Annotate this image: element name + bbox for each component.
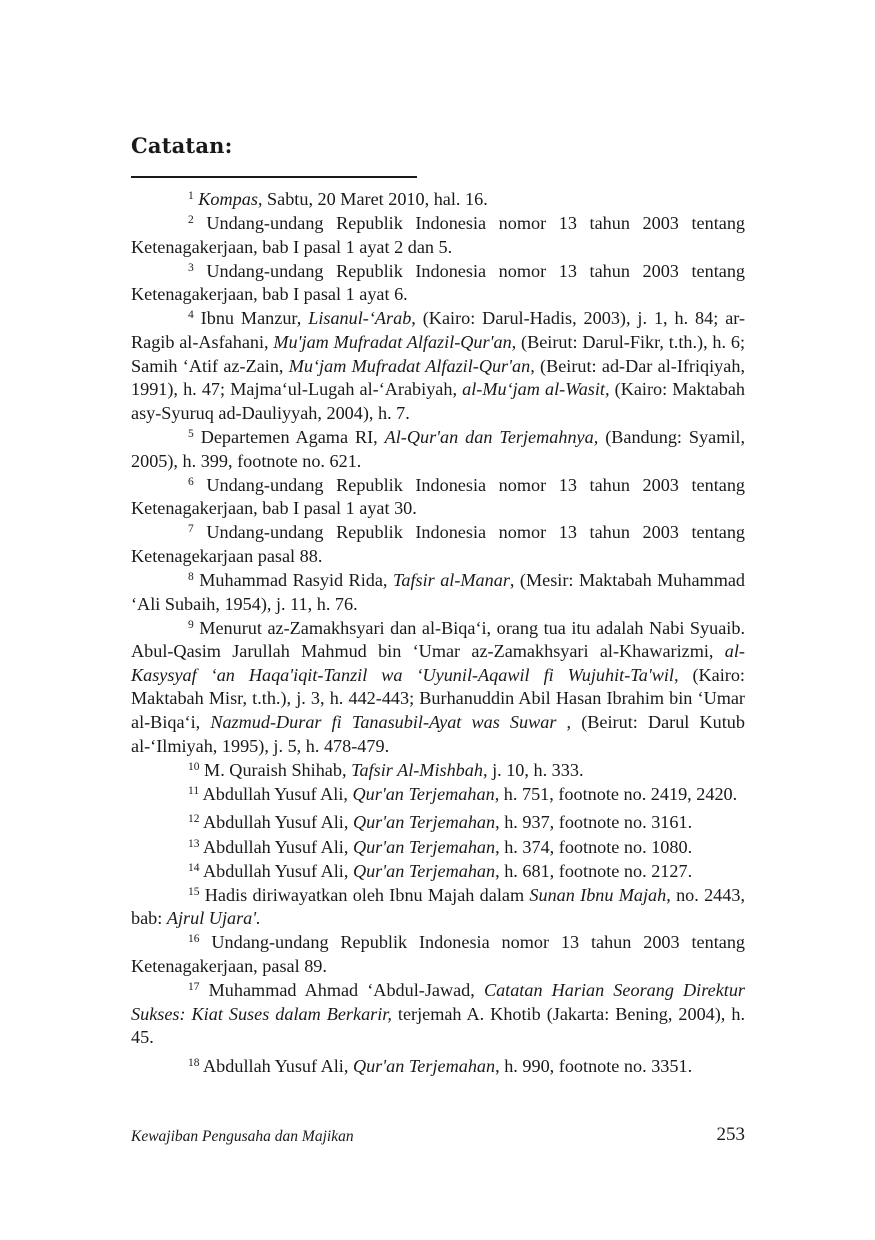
footnote-text: Abdullah Yusuf Ali, (203, 812, 353, 833)
footnote-14 (131, 860, 745, 884)
footnote-15 (131, 884, 745, 931)
footnote-text: Abdullah Yusuf Ali, (203, 860, 353, 881)
notes-heading: Catatan: (131, 133, 233, 158)
footnote-7 (131, 521, 745, 568)
footnote-text: , h. 937, footnote no. 3161. (495, 812, 693, 833)
footnote-text: Muhammad Rasyid Rida, (199, 570, 393, 590)
footnote-number: 1 (188, 190, 194, 202)
footnote-text: Undang-undang Republik Indonesia nomor 13 tahun 2003 tentang Ketenagakerjaan, bab I pasal 1 ayat 2 dan 5. (131, 213, 746, 257)
footnote-13 (131, 836, 745, 860)
footnote-1 (131, 188, 745, 212)
footnote-text: Hadis diriwayatkan oleh Ibnu Majah dalam (204, 884, 530, 905)
footnote-number: 2 (188, 214, 194, 227)
footnote-text: , (Beirut: Darul Kutub al-‘Ilmiyah, 1995), j. 5, h. 478-479. (131, 712, 745, 756)
page-number: 253 (716, 1124, 745, 1145)
footnote-number: 8 (188, 571, 194, 583)
footnote-number: 9 (188, 618, 194, 631)
footnote-italic-title: Tafsir Al-Mishbah (351, 759, 483, 780)
footnote-text: M. Quraish Shihab, (204, 759, 352, 780)
footnote-5 (131, 426, 745, 473)
footnote-11 (131, 783, 745, 807)
footnote-number: 13 (188, 837, 200, 850)
footnote-italic-title: Nazmud-Durar fi Tanasubil-Ayat was Suwar (210, 712, 557, 733)
footnote-text: (Bandung: Syamil, 2005), h. 399, footnote no. 621. (131, 426, 746, 471)
footnote-italic-title: Mu'jam Mufradat Alfazil-Qur'an, (273, 332, 517, 353)
footnote-text: Abdullah Yusuf Ali, (203, 836, 353, 857)
footnote-text: , j. 10, h. 333. (482, 759, 584, 780)
footnote-number: 16 (188, 933, 200, 946)
footnote-number: 18 (188, 1056, 200, 1069)
footnote-italic-title: Tafsir al-Manar (392, 570, 510, 590)
footnote-text: terjemah A. Khotib (Jakarta: Bening, 2004), h. 45. (131, 1003, 745, 1048)
footnote-number: 17 (188, 981, 200, 994)
footnote-number: 12 (188, 813, 200, 826)
footnotes-list (131, 188, 745, 1079)
footnote-italic-title: al-Kasysyaf ‘an Haqa'iqit-Tanzil wa ‘Uyunil-Aqawil fi Wujuhit-Ta'wil, (131, 641, 745, 685)
footnote-text: Abdullah Yusuf Ali, (202, 783, 353, 804)
footnote-number: 4 (188, 309, 194, 322)
footnote-text: , no. 2443, bab: (131, 884, 746, 929)
footnote-italic-title: Al-Qur'an dan Terjemahnya, (384, 426, 599, 447)
footnote-italic-title: Qur'an Terjemahan (352, 1055, 496, 1076)
footnote-16 (131, 931, 745, 978)
footnote-4 (131, 307, 745, 425)
footnote-italic-title: Lisanul-‘Arab (308, 308, 412, 329)
footnote-number: 10 (188, 760, 200, 773)
footnote-text: Ibnu Manzur, (200, 308, 309, 329)
footnote-text: , h. 681, footnote no. 2127. (495, 860, 693, 881)
footnote-italic-title: Mu‘jam Mufradat Alfazil-Qur'an, (288, 355, 535, 376)
footnote-number: 6 (188, 475, 194, 488)
footnote-italic-title: Ajrul Ujara'. (166, 908, 261, 929)
footnote-italic-title: al-Mu‘jam al-Wasit, (462, 379, 610, 400)
footnote-italic-title: Qur'an Terjemahan (352, 860, 496, 881)
footnote-number: 5 (188, 427, 194, 440)
footnote-text: (Kairo: Maktabah Misr, t.th.), j. 3, h. 442-443; Burhanuddin Abil Hasan Ibrahim bin ‘Umar al-Biqa‘i, (131, 664, 745, 733)
footnote-text: (Beirut: ad-Dar al-Ifriqiyah, 1991), h. 47; Majma‘ul-Lugah al-‘Arabiyah, (131, 355, 745, 400)
footnote-text: , h. 990, footnote no. 3351. (495, 1055, 693, 1076)
footnote-number: 14 (188, 861, 200, 874)
heading-divider (131, 176, 417, 178)
footnote-text: Menurut az-Zamakhsyari dan al-Biqa‘i, orang tua itu adalah Nabi Syuaib. Abul-Qasim Jarullah Mahmud bin ‘Umar az-Zamakhsyari al-Khawarizmi, (131, 617, 745, 662)
footnote-number: 3 (188, 261, 194, 274)
footnote-text: (Beirut: Darul-Fikr, t.th.), h. 6; Samih ‘Atif az-Zain, (131, 332, 745, 376)
footnote-2 (131, 212, 745, 259)
footnote-10 (131, 759, 745, 783)
footnote-text: , (Mesir: Maktabah Muhammad ‘Ali Subaih, 1954), j. 11, h. 76. (131, 570, 746, 614)
footnote-6 (131, 474, 745, 521)
footnote-17 (131, 979, 745, 1050)
footnote-number: 15 (188, 885, 200, 898)
footnote-text: Muhammad Ahmad ‘Abdul-Jawad, (208, 980, 484, 1001)
footnote-3 (131, 260, 745, 307)
footnote-8 (131, 569, 745, 616)
footnote-12 (131, 811, 745, 835)
footnote-text: Undang-undang Republik Indonesia nomor 13 tahun 2003 tentang Ketenagekarjaan pasal 88. (131, 522, 746, 566)
footnote-italic-title: Qur'an Terjemahan (352, 836, 496, 857)
footnote-italic-title: Kompas, (198, 189, 263, 209)
footnote-text: Undang-undang Republik Indonesia nomor 13 tahun 2003 tentang Ketenagakerjaan, pasal 89. (131, 932, 746, 976)
footnote-text: Undang-undang Republik Indonesia nomor 13 tahun 2003 tentang Ketenagakerjaan, bab I pasal 1 ayat 30. (131, 474, 746, 519)
footnote-number: 7 (188, 523, 194, 536)
footnote-italic-title: Sunan Ibnu Majah (529, 884, 667, 905)
footnote-text: (Kairo: Maktabah asy-Syuruq ad-Dauliyyah, 2004), h. 7. (131, 379, 745, 423)
footnote-italic-title: Qur'an Terjemahan (352, 783, 495, 804)
footnote-italic-title: Qur'an Terjemahan (352, 812, 496, 833)
book-page (131, 0, 745, 1240)
footnote-italic-title: Catatan Harian Seorang Direktur Sukses: Kiat Suses dalam Berkarir, (131, 980, 745, 1024)
footnote-text: Undang-undang Republik Indonesia nomor 13 tahun 2003 tentang Ketenagakerjaan, bab I pasal 1 ayat 6. (131, 260, 746, 305)
page-footer (131, 1124, 745, 1150)
footnote-text: Sabtu, 20 Maret 2010, hal. 16. (262, 189, 488, 209)
footnote-text: , h. 374, footnote no. 1080. (495, 836, 693, 857)
footnote-text: Departemen Agama RI, (200, 426, 385, 447)
footnote-9 (131, 617, 745, 759)
running-title: Kewajiban Pengusaha dan Majikan (131, 1128, 354, 1145)
footnote-number: 11 (188, 784, 200, 797)
footnote-text: , h. 751, footnote no. 2419, 2420. (494, 783, 738, 804)
footnote-18 (131, 1055, 745, 1079)
footnote-text: Abdullah Yusuf Ali, (203, 1055, 353, 1076)
footnote-text: , (Kairo: Darul-Hadis, 2003), j. 1, h. 84; ar-Ragib al-Asfahani, (131, 308, 746, 353)
